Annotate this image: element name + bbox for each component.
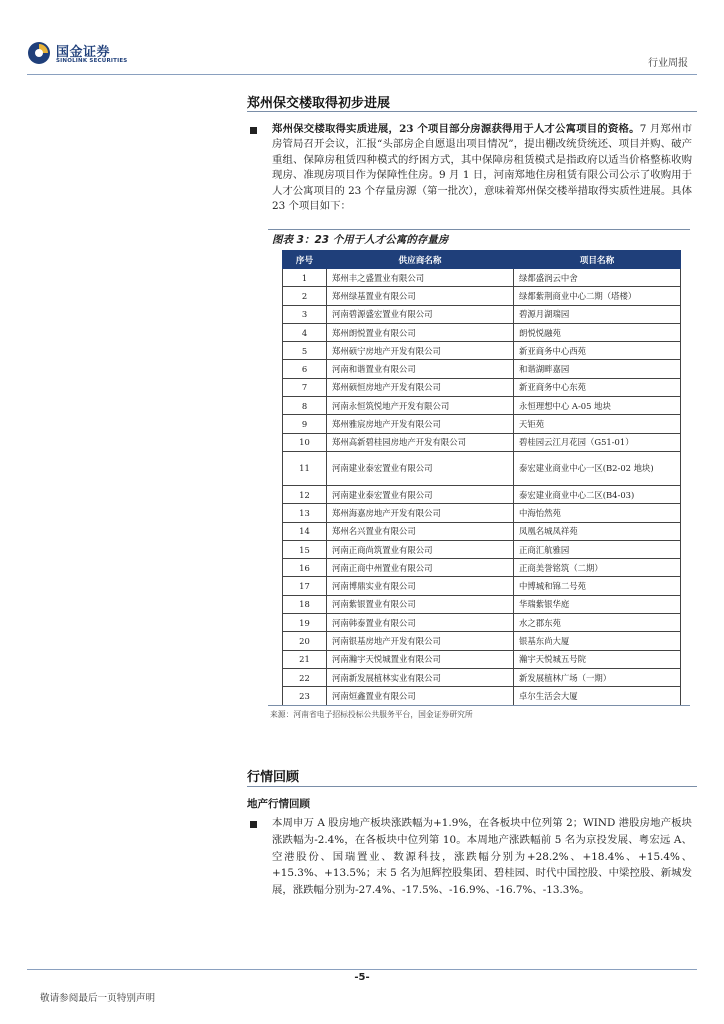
figure-title: 图表 3：23 个用于人才公寓的存量房 <box>272 234 449 246</box>
cell-supplier: 郑州海嘉房地产开发有限公司 <box>327 504 514 522</box>
cell-index: 5 <box>283 342 327 360</box>
cell-supplier: 河南碧源盛宏置业有限公司 <box>327 305 514 323</box>
cell-supplier: 河南建业泰宏置业有限公司 <box>327 485 514 503</box>
footer-divider <box>27 969 697 970</box>
cell-index: 18 <box>283 595 327 613</box>
table-row <box>283 540 681 558</box>
cell-supplier: 河南烜鑫置业有限公司 <box>327 687 514 705</box>
cell-project: 中博城和锦二号苑 <box>514 577 681 595</box>
paragraph-lead: 郑州保交楼取得实质进展，23 个项目部分房源获得用于人才公寓项目的资格。 <box>272 123 640 135</box>
page-number: -5- <box>354 972 370 983</box>
cell-project: 碧桂园云江月花园（G51-01） <box>514 433 681 451</box>
table-row <box>283 269 681 287</box>
logo-text-en: SINOLINK SECURITIES <box>56 58 128 64</box>
cell-project: 瀚宇天悦城五号院 <box>514 650 681 668</box>
cell-supplier: 河南博鼎实业有限公司 <box>327 577 514 595</box>
cell-project: 正商汇航雅园 <box>514 540 681 558</box>
section-divider <box>247 111 697 112</box>
table-row <box>283 342 681 360</box>
cell-project: 绿都盛润云中舍 <box>514 269 681 287</box>
table-row <box>283 397 681 415</box>
table-row <box>283 522 681 540</box>
table-row <box>283 378 681 396</box>
cell-project: 和谐湖畔嘉园 <box>514 360 681 378</box>
figure-bottom-rule <box>268 705 690 706</box>
cell-project: 碧源月湖瑞园 <box>514 305 681 323</box>
header-divider <box>27 74 697 75</box>
cell-supplier: 郑州绿基置业有限公司 <box>327 287 514 305</box>
cell-supplier: 河南紫银置业有限公司 <box>327 595 514 613</box>
cell-index: 7 <box>283 378 327 396</box>
section-title-baojiaolou: 郑州保交楼取得初步进展 <box>247 96 391 111</box>
cell-supplier: 郑州朗悦置业有限公司 <box>327 323 514 341</box>
table-row <box>283 485 681 503</box>
cell-index: 20 <box>283 632 327 650</box>
table-row <box>283 305 681 323</box>
cell-supplier: 河南建业泰宏置业有限公司 <box>327 451 514 485</box>
section-divider <box>247 786 697 787</box>
bullet-icon <box>250 821 257 828</box>
cell-index: 16 <box>283 559 327 577</box>
section-title-market-review: 行情回顾 <box>247 770 300 785</box>
cell-index: 22 <box>283 668 327 686</box>
cell-supplier: 郑州硕恒房地产开发有限公司 <box>327 378 514 396</box>
sinolink-logo-icon <box>27 41 51 65</box>
table-row <box>283 504 681 522</box>
cell-project: 泰宏建业商业中心一区(B2-02 地块) <box>514 451 681 485</box>
col-header-supplier: 供应商名称 <box>327 251 514 269</box>
cell-project: 新亚商务中心东苑 <box>514 378 681 396</box>
table-row <box>283 433 681 451</box>
cell-index: 15 <box>283 540 327 558</box>
cell-index: 23 <box>283 687 327 705</box>
cell-index: 4 <box>283 323 327 341</box>
table-row <box>283 360 681 378</box>
cell-supplier: 河南银基房地产开发有限公司 <box>327 632 514 650</box>
cell-supplier: 郑州雅宸房地产开发有限公司 <box>327 415 514 433</box>
footer-disclaimer: 敬请参阅最后一页特别声明 <box>40 993 156 1004</box>
cell-supplier: 河南韩泰置业有限公司 <box>327 614 514 632</box>
cell-index: 1 <box>283 269 327 287</box>
cell-index: 14 <box>283 522 327 540</box>
logo-text-cn: 国金证券 <box>56 45 111 60</box>
col-header-index: 序号 <box>283 251 327 269</box>
table-row <box>283 559 681 577</box>
table-row <box>283 287 681 305</box>
cell-index: 3 <box>283 305 327 323</box>
cell-supplier: 河南和谐置业有限公司 <box>327 360 514 378</box>
cell-index: 17 <box>283 577 327 595</box>
col-header-project: 项目名称 <box>514 251 681 269</box>
cell-index: 19 <box>283 614 327 632</box>
table-row <box>283 632 681 650</box>
cell-project: 卓尔生活会大厦 <box>514 687 681 705</box>
cell-supplier: 郑州硕宁房地产开发有限公司 <box>327 342 514 360</box>
cell-index: 9 <box>283 415 327 433</box>
paragraph-baojiaolou <box>272 122 692 214</box>
figure-top-rule <box>268 229 690 230</box>
cell-project: 绿都紫荆商业中心二期（塔楼） <box>514 287 681 305</box>
table-body <box>283 269 681 706</box>
cell-index: 10 <box>283 433 327 451</box>
table-row <box>283 451 681 485</box>
cell-supplier: 河南新发展植林实业有限公司 <box>327 668 514 686</box>
cell-project: 朗悦悦融苑 <box>514 323 681 341</box>
cell-supplier: 河南瀚宇天悦城置业有限公司 <box>327 650 514 668</box>
cell-project: 天钜苑 <box>514 415 681 433</box>
cell-index: 12 <box>283 485 327 503</box>
table-row <box>283 577 681 595</box>
cell-project: 新发展植林广场（一期） <box>514 668 681 686</box>
cell-index: 13 <box>283 504 327 522</box>
logo <box>27 40 137 70</box>
cell-project: 中海怡然苑 <box>514 504 681 522</box>
cell-project: 新亚商务中心西苑 <box>514 342 681 360</box>
cell-index: 6 <box>283 360 327 378</box>
cell-index: 11 <box>283 451 327 485</box>
cell-supplier: 郑州丰之盛置业有限公司 <box>327 269 514 287</box>
cell-project: 凤凰名城凤祥苑 <box>514 522 681 540</box>
cell-project: 银基东尚大厦 <box>514 632 681 650</box>
table-row <box>283 323 681 341</box>
cell-supplier: 郑州高新碧桂园房地产开发有限公司 <box>327 433 514 451</box>
bullet-icon <box>250 127 257 134</box>
cell-index: 8 <box>283 397 327 415</box>
report-type: 行业周报 <box>648 58 688 69</box>
cell-supplier: 郑州名兴置业有限公司 <box>327 522 514 540</box>
paragraph-market-review: 本周申万 A 股房地产板块涨跌幅为+1.9%，在各板块中位列第 2；WIND 港股房地产板块涨跌幅为-2.4%，在各板块中位列第 10。本周地产涨跌幅前 5 名为京投发展、粤宏远 A、空港股份、国瑞置业、数源科技，涨跌幅分别为+28.2%、+18.4%、+15.4%、+15.3%、+13.5%；末 5 名为旭辉控股集团、碧桂园、时代中国控股、中梁控股、新城发展，涨跌幅分别为-27.4%、-17.5%、-16.9%、-16.7%、-13.3%。 <box>272 817 692 897</box>
cell-project: 泰宏建业商业中心二区(B4-03) <box>514 485 681 503</box>
cell-index: 2 <box>283 287 327 305</box>
cell-supplier: 河南正商中州置业有限公司 <box>327 559 514 577</box>
cell-project: 华瑞紫银华庭 <box>514 595 681 613</box>
cell-supplier: 河南正商尚筑置业有限公司 <box>327 540 514 558</box>
stock-housing-table <box>282 250 681 706</box>
page-header <box>0 0 724 80</box>
cell-index: 21 <box>283 650 327 668</box>
cell-project: 永恒理想中心 A-05 地块 <box>514 397 681 415</box>
table-row <box>283 614 681 632</box>
table-row <box>283 595 681 613</box>
table-header-row <box>283 251 681 269</box>
table-row <box>283 650 681 668</box>
paragraph-body: 7 月郑州市房管局召开会议，汇报“头部房企自愿退出项目情况”，提出棚改统贷统还、项目并购、破产重组、保障房租赁四种模式的纾困方式，其中保障房租赁模式是指政府以适当价格整栋收购现房、准现房项目作为保障性住房。9 月 1 日，河南郑地住房租赁有限公司公示了收购用于人才公寓项目的 23 个存量房源（第一批次），意味着郑州保交楼举措取得实质性进展。具体 23 个项目如下： <box>272 123 692 213</box>
cell-project: 水之郡东苑 <box>514 614 681 632</box>
figure-source: 来源：河南省电子招标投标公共服务平台，国金证券研究所 <box>270 710 473 719</box>
table-row <box>283 415 681 433</box>
table-row <box>283 668 681 686</box>
table-row <box>283 687 681 705</box>
cell-project: 正商美誉铭筑（二期） <box>514 559 681 577</box>
subsection-title-property: 地产行情回顾 <box>247 798 310 810</box>
cell-supplier: 河南永恒筑悦地产开发有限公司 <box>327 397 514 415</box>
